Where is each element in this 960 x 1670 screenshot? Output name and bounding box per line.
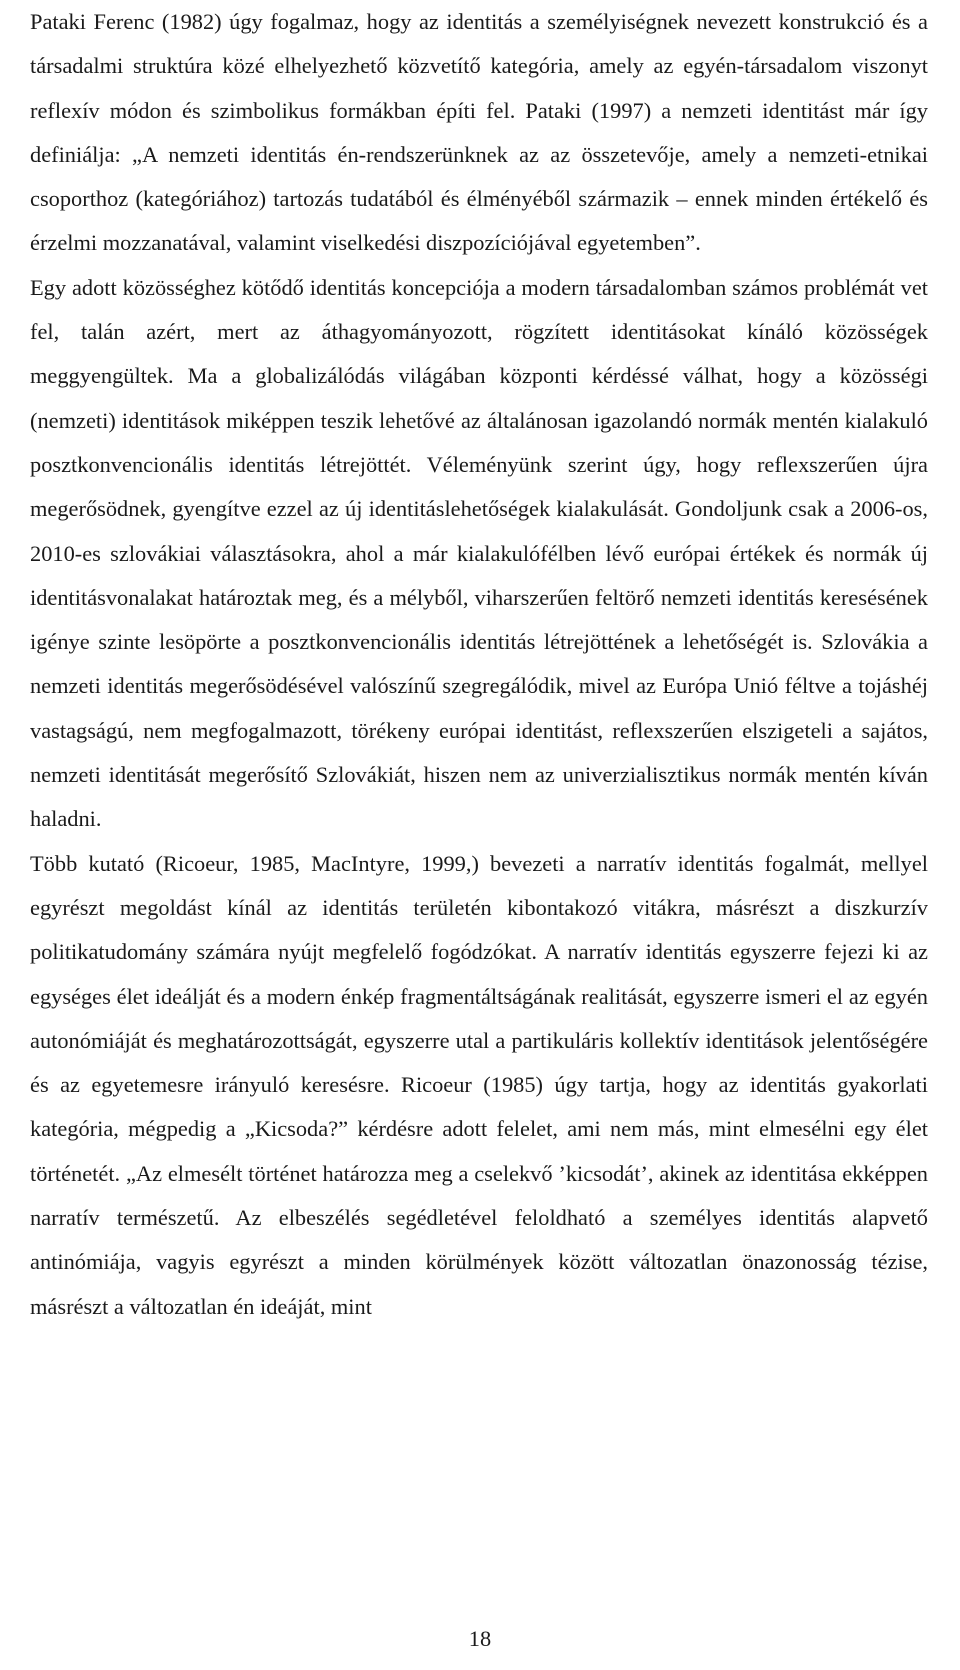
paragraph-identity-definition: Pataki Ferenc (1982) úgy fogalmaz, hogy az identitás a személyiségnek nevezett konstrukció és a társadalmi struktúra közé elhelyezhető közvetítő kategória, amely az egyén-társadalom viszonyt reflexív módon és szimbolikus formákban építi fel. Pataki (1997) a nemzeti identitást már így definiálja: „A nemzeti identitás én-rendszerünknek az az összetevője, amely a nemzeti-etnikai csoporthoz (kategóriához) tartozás tudatából és élményéből származik – ennek minden értékelő és érzelmi mozzanatával, valamint viselkedési diszpozíciójával egyetemben”.: [30, 9, 928, 256]
paragraph-narrative-identity: Több kutató (Ricoeur, 1985, MacIntyre, 1999,) bevezeti a narratív identitás fogalmát, mellyel egyrészt megoldást kínál az identitás területén kibontakozó vitákra, másrészt a diszkurzív politikatudomány számára nyújt megfelelő fogódzókat. A narratív identitás egyszerre fejezi ki az egységes élet ideálját és a modern énkép fragmentáltságának realitását, egyszerre ismeri el az egyén autonómiáját és meghatározottságát, egyszerre utal a partikuláris kollektív identitások jelentőségére és az egyetemesre irányuló keresésre. Ricoeur (1985) úgy tartja, hogy az identitás gyakorlati kategória, mégpedig a „Kicsoda?” kérdésre adott felelet, ami nem más, mint elmesélni egy élet történetét. „Az elmesélt történet határozza meg a cselekvő ’kicsodát’, akinek az identitása ekképpen narratív természetű. Az elbeszélés segédletével feloldható a személyes identitás alapvető antinómiája, vagyis egyrészt a minden körülmények között változatlan önazonosság tézise, másrészt a változatlan én ideáját, mint: [30, 850, 928, 1319]
page-number: 18: [468, 1626, 492, 1651]
paragraph-community-identity: Egy adott közösséghez kötődő identitás koncepciója a modern társadalomban számos problémát vet fel, talán azért, mert az áthagyományozott, rögzített identitásokat kínáló közösségek meggyengültek. Ma a globalizálódás világában központi kérdéssé válhat, hogy a közösségi (nemzeti) identitások miképpen teszik lehetővé az általánosan igazolandó normák mentén kialakuló posztkonvencionális identitás létrejöttét. Véleményünk szerint úgy, hogy reflexszerűen újra megerősödnek, gyengítve ezzel az új identitáslehetőségek kialakulását. Gondoljunk csak a 2006-os, 2010-es szlovákiai választásokra, ahol a már kialakulófélben lévő európai értékek és normák új identitásvonalakat határoztak meg, és a mélyből, viharszerűen feltörő nemzeti identitás keresésének igénye szinte lesöpörte a posztkonvencionális identitás létrejöttének a lehetőségét is. Szlovákia a nemzeti identitás megerősödésével valószínű szegregálódik, mivel az Európa Unió féltve a tojáshéj vastagságú, nem megfogalmazott, törékeny európai identitást, reflexszerűen elszigeteli a sajátos, nemzeti identitását megerősítő Szlovákiát, hiszen nem az univerzialisztikus normák mentén kíván haladni.: [30, 274, 928, 832]
body-text: [30, 0, 928, 1329]
